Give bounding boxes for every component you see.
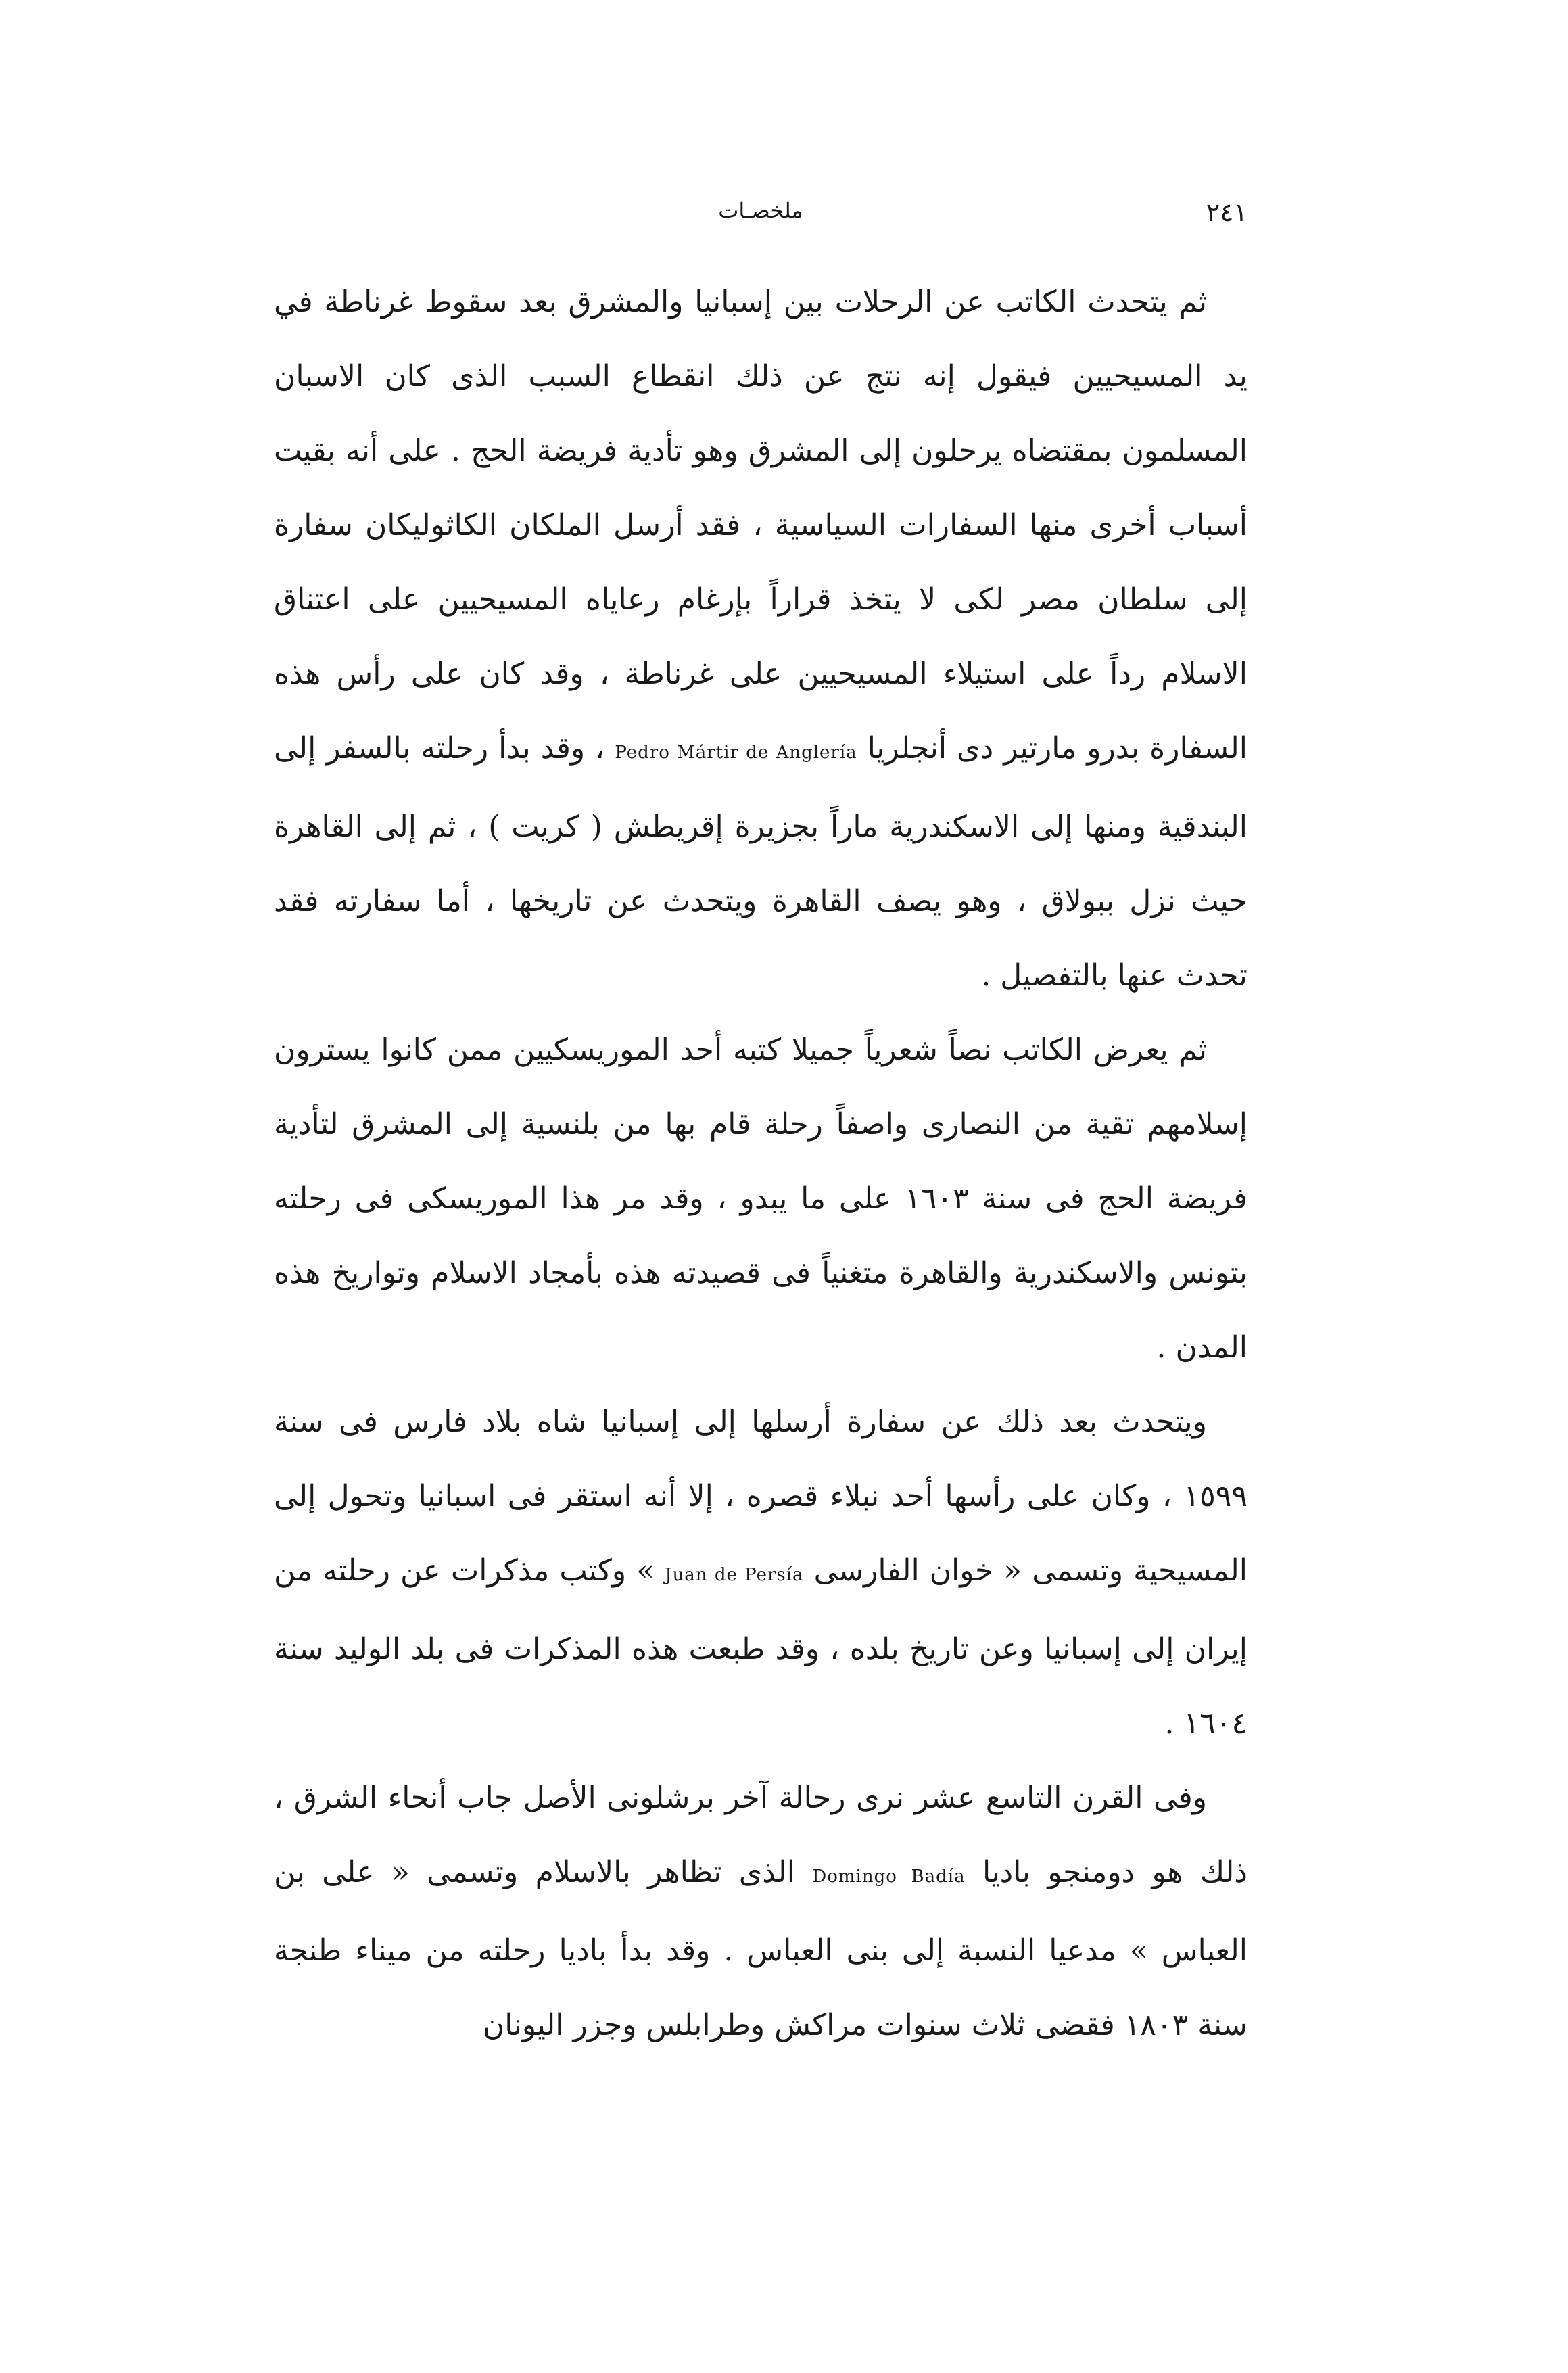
running-head: ملخصـات	[718, 197, 803, 223]
paragraph-1-text-b: ، وقد بدأ رحلته بالسفر إلى البندقية ومنها إلى الاسكندرية ماراً بجزيرة إقريطش ( كريت ) ، ثم إلى القاهرة حيث نزل ببولاق ، وهو يصف القاهرة ويتحدث عن تاريخها ، أما سفارته فقد تحدث عنها بالتفصيل .	[274, 731, 1248, 993]
paragraph-3-text-a: ويتحدث بعد ذلك عن سفارة أرسلها إلى إسبانيا شاه بلاد فارس فى سنة ١٥٩٩ ، وكان على رأسها أحد نبلاء قصره ، إلا أنه استقر فى اسبانيا وتحول إلى المسيحية وتسمى « خوان الفارسى	[274, 1405, 1248, 1588]
paragraph-1	[274, 265, 1248, 1013]
paragraph-3	[274, 1385, 1248, 1761]
paragraph-1-text-a: ثم يتحدث الكاتب عن الرحلات بين إسبانيا والمشرق بعد سقوط غرناطة في يد المسيحيين فيقول إنه نتج عن ذلك انقطاع السبب الذى كان الاسبان المسلمون بمقتضاه يرحلون إلى المشرق وهو تأدية فريضة الحج . على أنه بقيت أسباب أخرى منها السفارات السياسية ، فقد أرسل الملكان الكاثوليكان سفارة إلى سلطان مصر لكى لا يتخذ قراراً بإرغام رعاياه المسيحيين على اعتناق الاسلام رداً على استيلاء المسيحيين على غرناطة ، وقد كان على رأس هذه السفارة بدرو مارتير دى أنجلريا	[274, 285, 1248, 766]
page-number: ٢٤١	[1206, 197, 1248, 227]
paragraph-4-text-b: الذى تظاهر بالاسلام وتسمى « على بن العباس » مدعيا النسبة إلى بنى العباس . وقد بدأ باديا رحلته من ميناء طنجة سنة ١٨٠٣ فقضى ثلاث سنوات مراكش وطرابلس وجزر اليونان	[274, 1855, 1248, 2042]
latin-name-pedro-martir: Pedro Mártir de Anglería	[615, 743, 857, 763]
body-text	[274, 265, 1248, 2063]
paragraph-4-text-a: وفى القرن التاسع عشر نرى رحالة آخر برشلونى الأصل جاب أنحاء الشرق ، ذلك هو دومنجو باديا	[274, 1781, 1248, 1889]
latin-name-domingo-badia: Domingo Badía	[812, 1866, 966, 1887]
paragraph-4	[274, 1761, 1248, 2063]
paragraph-2-text: ثم يعرض الكاتب نصاً شعرياً جميلا كتبه أحد الموريسكيين ممن كانوا يسترون إسلامهم تقية من النصارى واصفاً رحلة قام بها من بلنسية إلى المشرق لتأدية فريضة الحج فى سنة ١٦٠٣ على ما يبدو ، وقد مر هذا الموريسكى فى رحلته بتونس والاسكندرية والقاهرة متغنياً فى قصيدته هذه بأمجاد الاسلام وتواريخ هذه المدن .	[274, 1033, 1248, 1365]
page-header	[274, 197, 1248, 238]
paragraph-3-text-b: » وكتب مذكرات عن رحلته من إيران إلى إسبانيا وعن تاريخ بلده ، وقد طبعت هذه المذكرات فى بلد الوليد سنة ١٦٠٤ .	[274, 1553, 1248, 1741]
paragraph-2	[274, 1013, 1248, 1385]
latin-name-juan-de-persia: Juan de Persía	[665, 1565, 804, 1585]
